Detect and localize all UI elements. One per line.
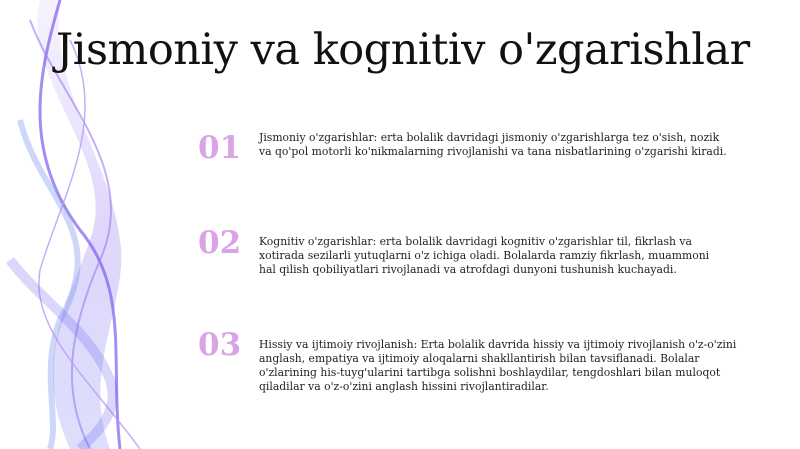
item-number: 03	[198, 327, 242, 363]
item-number: 01	[198, 130, 242, 166]
list-item	[198, 226, 738, 306]
item-text: Jismoniy o'zgarishlar: erta bolalik davridagi jismoniy o'zgarishlarga tez o'sish, nozik va qo'pol motorli ko'nikmalarning rivojlanishi va tana nisbatlarining o'zgarishi kiradi.	[259, 131, 727, 158]
list-item	[198, 131, 738, 211]
item-text: Kognitiv o'zgarishlar: erta bolalik davridagi kognitiv o'zgarishlar til, fikrlash va xotirada sezilarli yutuqlarni o'z ichiga oladi. Bolalarda ramziy fikrlash, muammoni hal qilish qobiliyatlari rivojlanadi va atrofdagi dunyoni tushunish kuchayadi.	[259, 235, 710, 276]
item-text: Hissiy va ijtimoiy rivojlanish: Erta bolalik davrida hissiy va ijtimoiy rivojlanish o'z-o'zini anglash, empatiya va ijtimoiy aloqalarni shakllantirish bilan tavsiflanadi. Bolalar o'zlarining his-tuyg'ularini tartibga solishni boshlaydilar, tengdoshlari bilan muloqot qiladilar va o'z-o'zini anglash hissini rivojlantiradilar.	[259, 338, 737, 393]
item-number: 02	[198, 225, 242, 261]
slide-title: Jismoniy va kognitiv o'zgarishlar	[56, 25, 750, 75]
list-item	[198, 328, 738, 408]
